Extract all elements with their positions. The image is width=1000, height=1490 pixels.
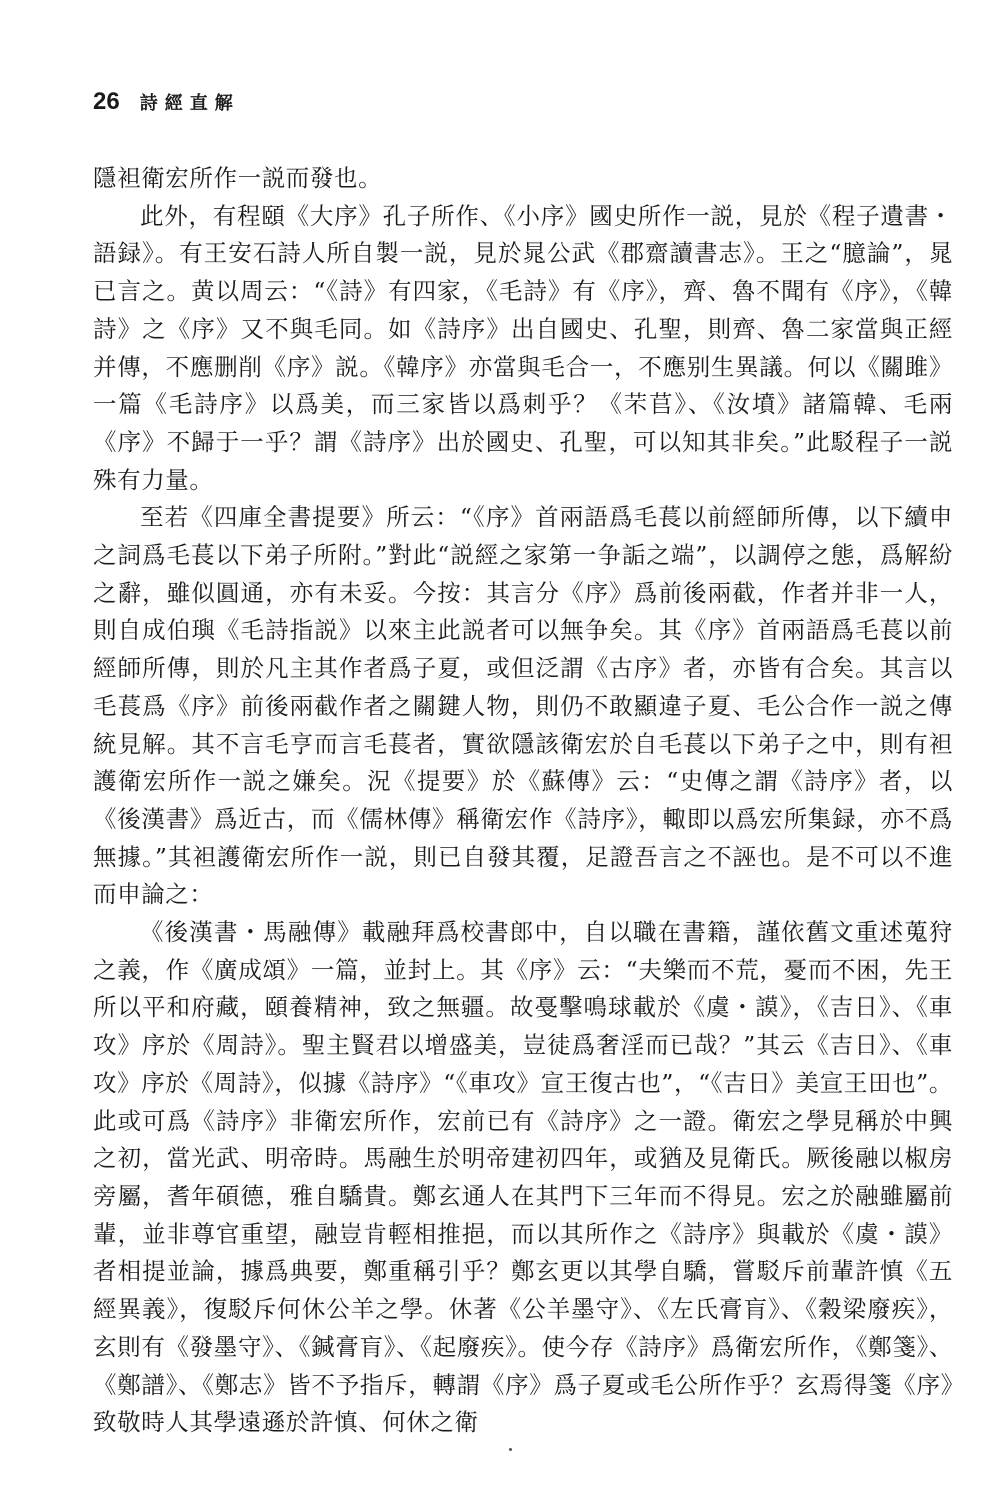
page-header — [93, 88, 240, 128]
paragraph: 《後漢書・馬融傳》載融拜爲校書郎中，自以職在書籍，謹依舊文重述蒐狩之義，作《廣成頌》一篇，並封上。其《序》云：“夫樂而不荒，憂而不困，先王所以平和府藏，頤養精神，致之無疆。故戞擊鳴球載於《虞・謨》，《吉日》、《車攻》序於《周詩》。聖主賢君以增盛美，豈徒爲奢淫而已哉？”其云《吉日》、《車攻》序於《周詩》，似據《詩序》“《車攻》宣王復古也”，“《吉日》美宣王田也”。此或可爲《詩序》非衛宏所作，宏前已有《詩序》之一證。衛宏之學見稱於中興之初，當光武、明帝時。馬融生於明帝建初四年，或猶及見衛氏。厥後融以椒房旁屬，耆年碩德，雅自驕貴。鄭玄通人在其門下三年而不得見。宏之於融雖屬前輩，並非尊官重望，融豈肯輕相推挹，而以其所作之《詩序》與載於《虞・謨》者相提並論，據爲典要，鄭重稱引乎？鄭玄更以其學自驕，嘗駁斥前輩許慎《五經異義》，復駁斥何休公羊之學。休著《公羊墨守》、《左氏膏肓》、《穀梁廢疾》，玄則有《發墨守》、《鍼膏肓》、《起廢疾》。使今存《詩序》爲衛宏所作，《鄭箋》、《鄭譜》、《鄭志》皆不予指斥，轉謂《序》爲子夏或毛公所作乎？玄焉得箋《序》致敬時人其學遠遜於許慎、何休之衛 — [93, 918, 953, 1437]
paragraph: 此外，有程頤《大序》孔子所作、《小序》國史所作一説，見於《程子遺書・語録》。有王安石詩人所自製一説，見於晁公武《郡齋讀書志》。王之“臆論”，晁已言之。黄以周云：“《詩》有四家，《毛詩》有《序》，齊、魯不聞有《序》，《韓詩》之《序》又不與毛同。如《詩序》出自國史、孔聖，則齊、魯二家當與正經并傳，不應删削《序》説。《韓序》亦當與毛合一，不應别生異議。何以《關雎》一篇《毛詩序》以爲美，而三家皆以爲刺乎？《芣苢》、《汝墳》諸篇韓、毛兩《序》不歸于一乎？謂《詩序》出於國史、孔聖，可以知其非矣。”此駁程子一説殊有力量。 — [93, 201, 953, 494]
body-text — [93, 160, 953, 1442]
book-title: 詩經直解 — [139, 93, 240, 114]
paragraph: 至若《四庫全書提要》所云：“《序》首兩語爲毛萇以前經師所傳，以下續申之詞爲毛萇以下弟子所附。”對此“説經之家第一争詬之端”，以調停之態，爲解紛之辭，雖似圓通，亦有未妥。今按：其言分《序》爲前後兩截，作者并非一人，則自成伯璵《毛詩指説》以來主此説者可以無争矣。其《序》首兩語爲毛萇以前經師所傳，則於凡主其作者爲子夏，或但泛謂《古序》者，亦皆有合矣。其言以毛萇爲《序》前後兩截作者之關鍵人物，則仍不敢顯違子夏、毛公合作一説之傳統見解。其不言毛亨而言毛萇者，實欲隱該衛宏於自毛萇以下弟子之中，則有袒護衛宏所作一説之嫌矣。況《提要》於《蘇傳》云：“史傳之謂《詩序》者，以《後漢書》爲近古，而《儒林傳》稱衛宏作《詩序》，輙即以爲宏所集録，亦不爲無據。”其袒護衛宏所作一説，則已自發其覆，足證吾言之不誣也。是不可以不進而申論之： — [93, 503, 953, 909]
footer-dot — [509, 1448, 512, 1451]
paragraph: 隱袒衛宏所作一説而發也。 — [93, 164, 383, 192]
page-number: 26 — [93, 88, 120, 115]
